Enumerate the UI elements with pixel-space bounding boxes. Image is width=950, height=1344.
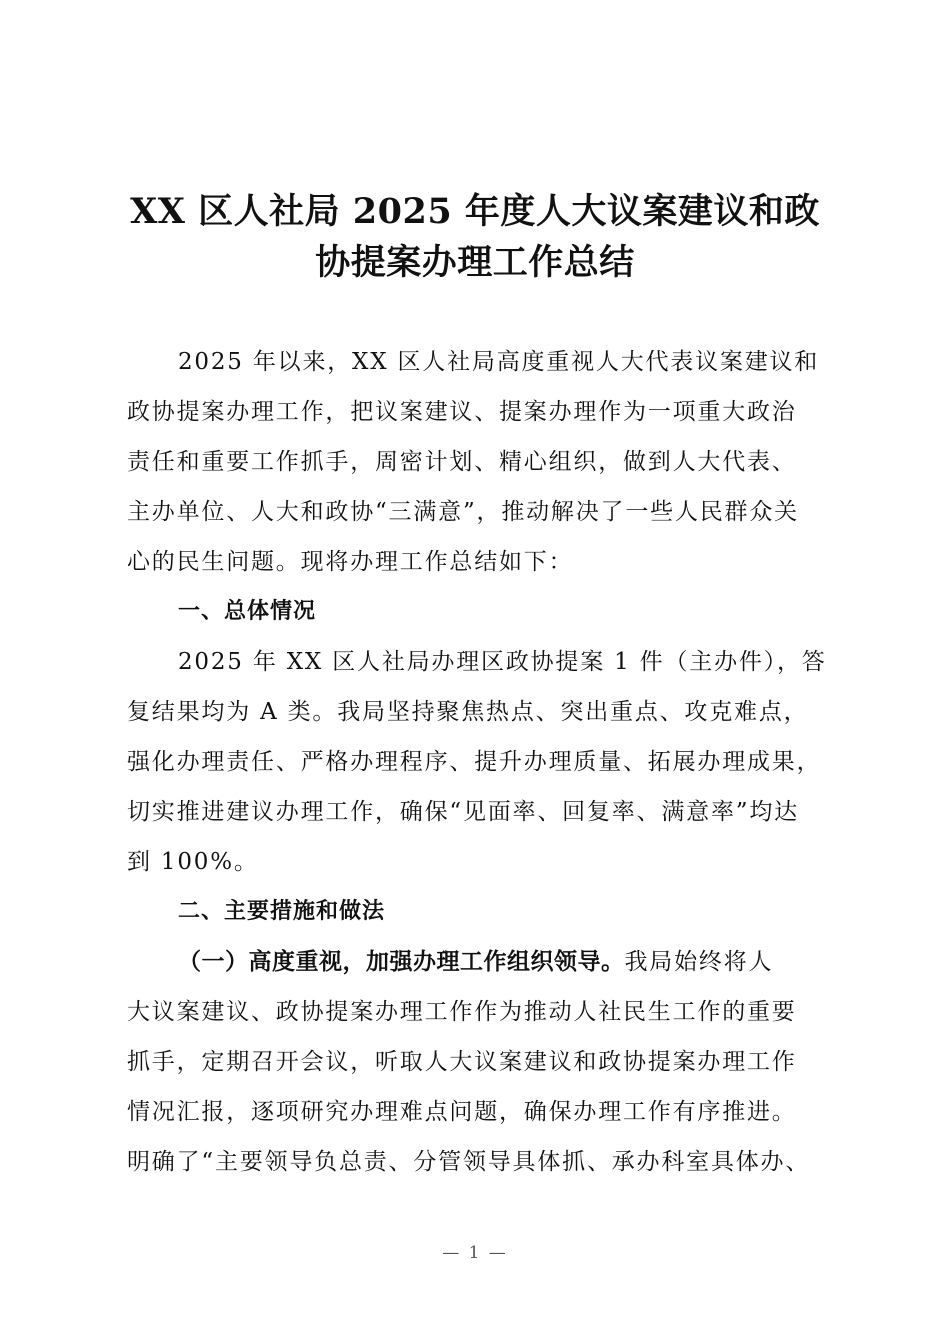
paragraph-line: 切实推进建议办理工作，确保“见面率、回复率、满意率”均达	[127, 799, 799, 825]
paragraph-line: 到 100%。	[127, 849, 259, 875]
paragraph-line: 抓手，定期召开会议，听取人大议案建议和政协提案办理工作	[127, 1049, 797, 1075]
section-heading-1: 一、总体情况	[178, 599, 317, 624]
paragraph-line	[178, 937, 898, 987]
page-number: — 1 —	[442, 1243, 508, 1263]
paragraph-line: 2025 年 XX 区人社局办理区政协提案 1 件（主办件），答	[178, 649, 827, 675]
paragraph-line: 责任和重要工作抓手，周密计划、精心组织，做到人大代表、	[127, 449, 797, 475]
subsection-heading: （一）高度重视，加强办理工作组织领导。	[178, 949, 625, 975]
paragraph-line: 主办单位、人大和政协“三满意”，推动解决了一些人民群众关	[127, 499, 799, 525]
paragraph-line: 2025 年以来，XX 区人社局高度重视人大代表议案建议和	[178, 349, 820, 375]
document-title-line-1: XX 区人社局 2025 年度人大议案建议和政	[130, 191, 820, 232]
paragraph-line: 强化办理责任、严格办理程序、提升办理质量、拓展办理成果，	[127, 749, 822, 775]
paragraph-line: 情况汇报，逐项研究办理难点问题，确保办理工作有序推进。	[127, 1099, 797, 1125]
section-heading-2: 二、主要措施和做法	[178, 899, 386, 924]
paragraph-line: 政协提案办理工作，把议案建议、提案办理作为一项重大政治	[127, 399, 797, 425]
paragraph-line: 明确了“主要领导负总责、分管领导具体抓、承办科室具体办、	[127, 1149, 811, 1175]
paragraph-line: 心的民生问题。现将办理工作总结如下：	[127, 549, 574, 575]
paragraph-line: 复结果均为 A 类。我局坚持聚焦热点、突出重点、攻克难点，	[127, 699, 809, 725]
paragraph-text: 我局始终将人	[624, 949, 774, 975]
document-title-line-2: 协提案办理工作总结	[315, 242, 635, 283]
paragraph-line: 大议案建议、政协提案办理工作作为推动人社民生工作的重要	[127, 999, 797, 1025]
